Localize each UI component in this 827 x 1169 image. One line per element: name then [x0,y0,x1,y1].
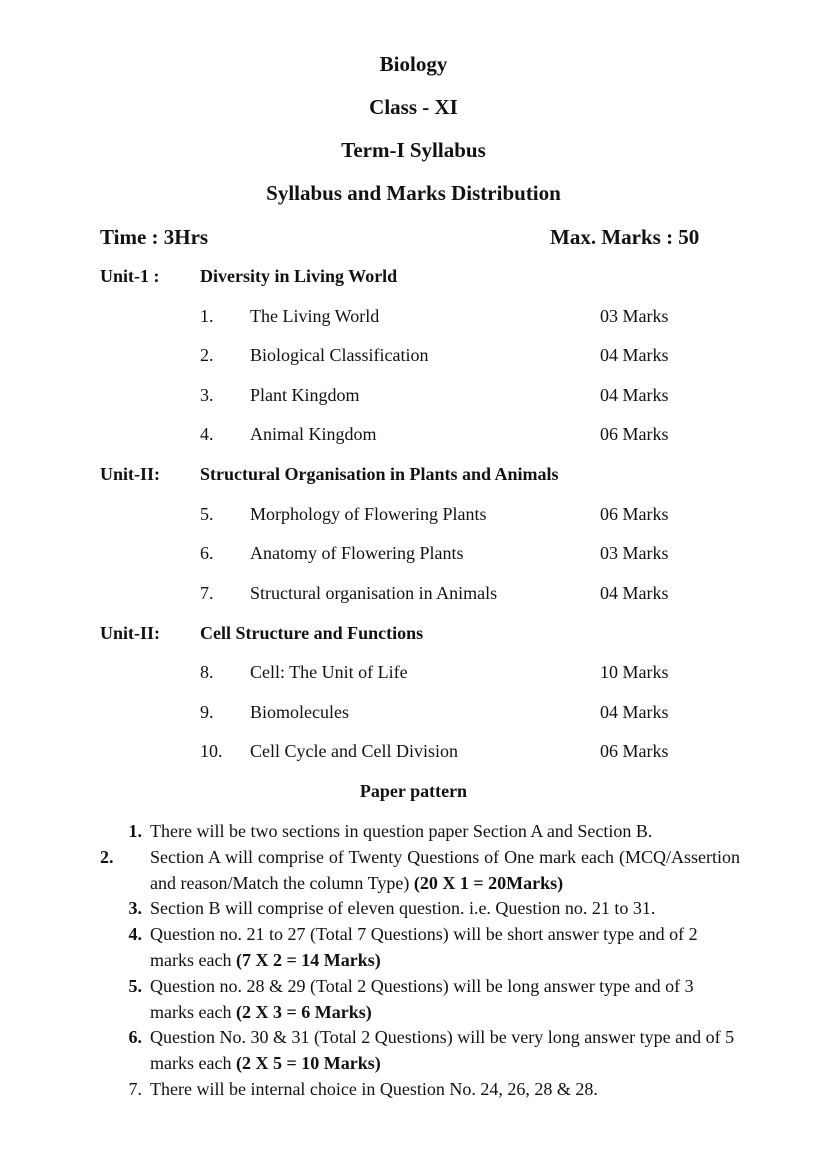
pattern-text: There will be two sections in question paper Section A and Section B. [150,821,653,841]
chapter-marks: 10 Marks [600,662,669,682]
chapter-topic: Cell Cycle and Cell Division [250,741,458,761]
chapter-marks: 04 Marks [600,583,669,603]
unit-label: Unit-II: [100,623,161,643]
chapter-topic: Biological Classification [250,345,429,365]
chapter-row [0,424,827,448]
pattern-marks: (2 X 5 = 10 Marks) [235,1053,381,1074]
chapter-topic: Anatomy of Flowering Plants [250,543,464,563]
chapter-marks: 06 Marks [600,424,669,444]
max-marks-label: Max. Marks : 50 [550,225,700,249]
pattern-text: Section A will comprise of Twenty Questions of One mark each (MCQ/Assertion and reason/Match the column Type) [150,846,740,893]
chapter-number: 10. [200,741,223,761]
pattern-marks: (20 X 1 = 20Marks) [413,872,564,893]
chapter-row [0,583,827,607]
chapter-row [0,662,827,686]
chapter-number: 9. [200,702,214,722]
pattern-text: Question no. 21 to 27 (Total 7 Questions) will be short answer type and of 2 marks each [150,924,698,970]
chapter-marks: 06 Marks [600,741,669,761]
chapter-row [0,504,827,528]
chapter-number: 4. [200,424,214,444]
chapter-row [0,385,827,409]
chapter-marks: 03 Marks [600,306,669,326]
unit-title: Cell Structure and Functions [200,623,424,643]
term-title: Term-I Syllabus [341,138,486,162]
pattern-number: 7. [128,1078,142,1099]
chapter-topic: Morphology of Flowering Plants [250,504,487,524]
chapter-topic: Plant Kingdom [250,385,360,405]
pattern-number: 4. [128,924,142,945]
chapter-marks: 03 Marks [600,543,669,563]
chapter-row [0,702,827,726]
paper-pattern-list [0,819,827,1103]
chapter-row [0,345,827,369]
chapter-row [0,543,827,567]
chapter-number: 3. [200,385,214,405]
chapter-topic: The Living World [250,306,380,326]
pattern-number: 1. [128,821,142,841]
chapter-topic: Structural organisation in Animals [250,583,498,603]
unit-title: Structural Organisation in Plants and Animals [200,464,559,484]
time-label: Time : 3Hrs [100,225,209,249]
pattern-text: Section B will comprise of eleven question. i.e. Question no. 21 to 31. [150,898,656,919]
pattern-marks: (7 X 2 = 14 Marks) [235,949,381,970]
subject-title: Biology [379,52,448,76]
pattern-number: 6. [128,1027,142,1048]
pattern-item [0,922,740,974]
chapter-topic: Biomolecules [250,702,349,722]
pattern-item [0,845,740,897]
chapter-topic: Cell: The Unit of Life [250,662,408,682]
chapter-marks: 04 Marks [600,702,669,722]
pattern-item [0,896,740,922]
chapter-number: 2. [200,345,214,365]
paper-pattern-title: Paper pattern [359,781,468,801]
pattern-text: There will be internal choice in Question No. 24, 26, 28 & 28. [150,1078,598,1099]
pattern-number: 2. [100,846,114,867]
pattern-item [0,819,740,845]
chapter-number: 1. [200,306,214,326]
syllabus-subtitle: Syllabus and Marks Distribution [266,181,561,205]
pattern-item [0,1025,740,1077]
chapter-number: 6. [200,543,214,563]
chapter-marks: 04 Marks [600,385,669,405]
chapter-marks: 04 Marks [600,345,669,365]
unit-label: Unit-1 : [100,266,160,286]
chapter-row [0,741,827,765]
pattern-text: Question No. 30 & 31 (Total 2 Questions) will be very long answer type and of 5 marks each [150,1027,735,1074]
chapter-row [0,306,827,330]
chapter-number: 7. [200,583,214,603]
pattern-item [0,974,740,1026]
chapter-marks: 06 Marks [600,504,669,524]
pattern-item [0,1077,740,1103]
chapter-topic: Animal Kingdom [250,424,377,444]
class-title: Class - XI [369,95,458,119]
chapter-number: 5. [200,504,214,524]
pattern-text: Question no. 28 & 29 (Total 2 Questions) will be long answer type and of 3 marks each [150,975,694,1022]
unit-label: Unit-II: [100,464,161,484]
pattern-marks: (2 X 3 = 6 Marks) [235,1001,372,1022]
pattern-number: 5. [128,975,142,996]
unit-title: Diversity in Living World [200,266,398,286]
chapter-number: 8. [200,662,214,682]
pattern-number: 3. [128,898,142,919]
